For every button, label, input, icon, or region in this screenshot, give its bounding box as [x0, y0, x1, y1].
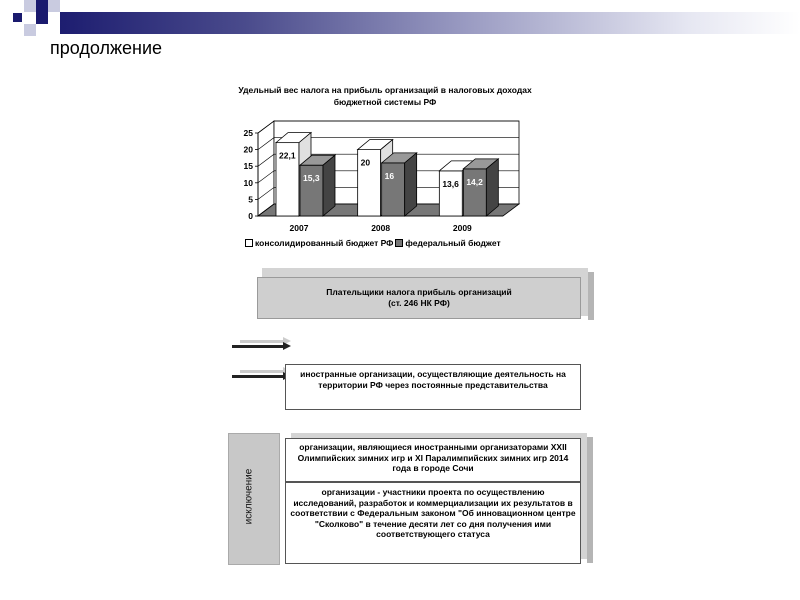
side-wall	[258, 121, 274, 216]
y-tick-label: 25	[243, 128, 253, 138]
data-label: 20	[360, 157, 371, 168]
bar-side	[486, 159, 498, 216]
y-tick-label: 10	[243, 177, 253, 188]
bar-front	[439, 171, 462, 216]
x-tick-label: 2007	[289, 223, 309, 233]
y-tick-label: 15	[243, 161, 253, 172]
bar-side	[405, 153, 417, 216]
legend-swatch-consolidated	[245, 239, 253, 247]
arrow-icon	[232, 375, 284, 378]
exclusion-label: исключение	[243, 468, 255, 525]
payers-title-box	[257, 277, 581, 319]
payers-article: (ст. 246 НК РФ)	[388, 298, 450, 308]
legend-label-federal: федеральный бюджет	[405, 238, 501, 248]
x-tick-label: 2009	[452, 223, 472, 233]
data-label: 14,2	[466, 176, 483, 187]
arrow-icon	[232, 345, 284, 348]
arrow-icon	[240, 370, 284, 373]
slide-title: продолжение	[50, 38, 163, 58]
y-tick-label: 5	[248, 194, 253, 205]
chart-title: Удельный вес налога на прибыль организаций в налоговых доходах бюджетной системы РФ	[238, 85, 532, 107]
legend-label-consolidated: консолидированный бюджет РФ	[255, 238, 394, 248]
exclusion-item-skolkovo	[285, 482, 581, 564]
y-tick-label: 20	[243, 144, 253, 155]
foreign-orgs-box	[285, 364, 581, 410]
data-label: 15,3	[303, 173, 320, 184]
payers-title: Плательщики налога прибыль организаций	[326, 287, 512, 297]
exclusion-item-sochi-text: организации, являющиеся иностранными организаторами XXII Олимпийских зимних игр и XI Паралимпийских зимних игр 2014 года в городе Сочи	[297, 442, 569, 473]
data-label: 16	[384, 170, 395, 181]
exclusion-item-skolkovo-text: организации - участники проекта по осуществлению исследований, разработок и коммерциализации их результатов в соответствии с Федеральным законом "Об инновационном центре "Сколково" в течение десяти лет со дня получения ими соответствующего статуса	[290, 487, 576, 539]
data-label: 13,6	[442, 178, 459, 189]
arrow-icon	[240, 340, 284, 343]
foreign-orgs-text: иностранные организации, осуществляющие деятельность на территории РФ через постоянные представительства	[300, 369, 566, 390]
legend-swatch-federal	[395, 239, 403, 247]
chart-legend	[245, 238, 501, 248]
x-tick-label: 2008	[371, 223, 391, 233]
y-tick-label: 0	[248, 211, 253, 221]
bar-side	[323, 155, 335, 216]
exclusion-item-sochi	[285, 438, 581, 482]
data-label: 22,1	[279, 150, 296, 161]
